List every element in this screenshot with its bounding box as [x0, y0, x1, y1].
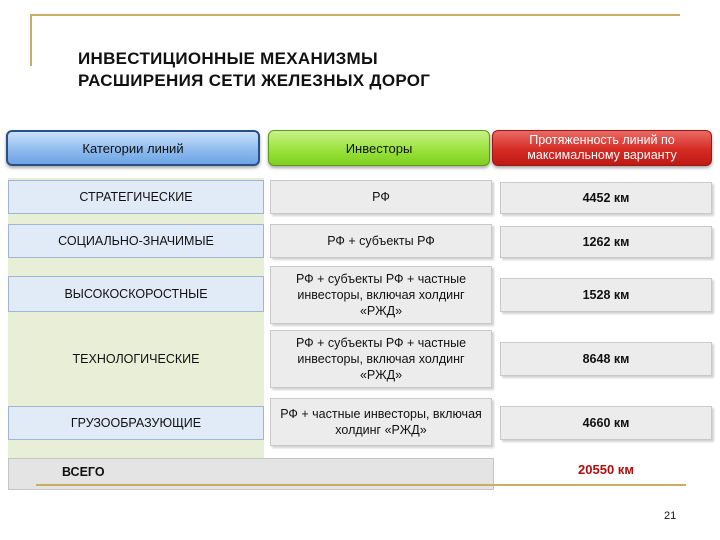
row-5-investors: РФ + частные инвесторы, включая холдинг «РЖД» — [270, 398, 492, 446]
header-length: Протяженность линий по максимальному варианту — [492, 130, 712, 166]
row-2-investors: РФ + субъекты РФ — [270, 224, 492, 258]
slide-title: ИНВЕСТИЦИОННЫЕ МЕХАНИЗМЫ РАСШИРЕНИЯ СЕТИ ЖЕЛЕЗНЫХ ДОРОГ — [78, 49, 431, 90]
row-1-investors: РФ — [270, 180, 492, 214]
row-1-category: СТРАТЕГИЧЕСКИЕ — [8, 180, 264, 214]
row-3-category: ВЫСОКОСКОРОСТНЫЕ — [8, 276, 264, 312]
total-label: ВСЕГО — [62, 465, 105, 479]
row-3-investors: РФ + субъекты РФ + частные инвесторы, включая холдинг «РЖД» — [270, 266, 492, 324]
page-number: 21 — [664, 510, 677, 522]
row-3-length: 1528 км — [500, 278, 712, 312]
row-5-length: 4660 км — [500, 406, 712, 440]
row-4-length: 8648 км — [500, 342, 712, 376]
frame-left-line — [30, 14, 32, 66]
row-4-investors: РФ + субъекты РФ + частные инвесторы, включая холдинг «РЖД» — [270, 330, 492, 388]
row-4-category: ТЕХНОЛОГИЧЕСКИЕ — [8, 342, 264, 376]
row-5-category: ГРУЗООБРАЗУЮЩИЕ — [8, 406, 264, 440]
row-1-length: 4452 км — [500, 182, 712, 214]
header-investors: Инвесторы — [268, 130, 490, 166]
row-2-length: 1262 км — [500, 226, 712, 258]
bottom-divider-line — [36, 484, 686, 486]
total-length: 20550 км — [578, 462, 634, 477]
frame-top-line — [30, 14, 680, 16]
row-2-category: СОЦИАЛЬНО-ЗНАЧИМЫЕ — [8, 224, 264, 258]
header-categories: Категории линий — [6, 130, 260, 166]
